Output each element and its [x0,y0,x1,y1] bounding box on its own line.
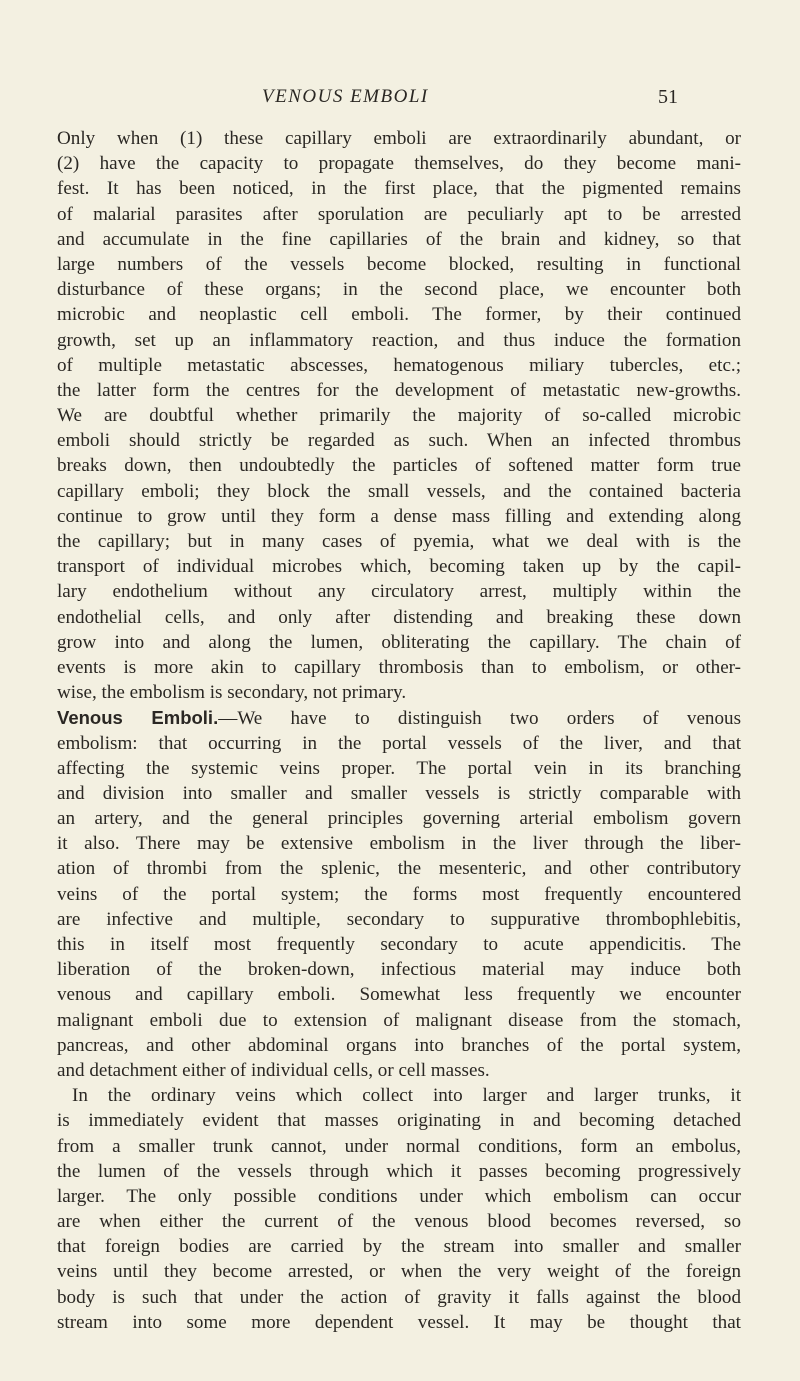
section-lead-in: —We have to distinguish two orders of venous [218,708,741,730]
text-line: it also. There may be extensive embolism in the liver through the liber- [57,833,741,855]
text-line: from a smaller trunk cannot, under normal conditions, form an embolus, [57,1135,741,1157]
text-line: is immediately evident that masses originating in and becoming detached [57,1110,741,1132]
text-line: this in itself most frequently secondary to acute appendicitis. The [57,934,741,955]
text-line: Only when (1) these capillary emboli are extraordinarily abundant, or [57,128,741,149]
text-line: larger. The only possible conditions under which embolism can occur [57,1185,741,1207]
text-line: the capillary; but in many cases of pyemia, what we deal with is the [57,531,741,552]
text-line: wise, the embolism is secondary, not primary. [57,682,407,704]
text-line: continue to grow until they form a dense mass filling and extending along [57,505,741,527]
text-line: affecting the systemic veins proper. The portal vein in its branching [57,757,741,779]
text-line: fest. It has been noticed, in the first place, that the pigmented remains [57,178,741,200]
text-line: are when either the current of the venous blood becomes reversed, so [57,1211,741,1233]
text-line: growth, set up an inflammatory reaction, and thus induce the formation [57,329,741,351]
text-line: events is more akin to capillary thrombosis than to embolism, or other- [57,656,741,678]
text-line: of malarial parasites after sporulation are peculiarly apt to be arrested [57,203,741,225]
text-line: and accumulate in the fine capillaries of the brain and kidney, so that [57,228,741,250]
body-text [57,126,741,1335]
text-line: are infective and multiple, secondary to suppurative thrombophlebitis, [57,908,741,930]
text-line: veins of the portal system; the forms most frequently encountered [57,883,741,905]
page-number: 51 [658,86,678,108]
text-line: malignant emboli due to extension of malignant disease from the stomach, [57,1009,741,1031]
text-line: We are doubtful whether primarily the majority of so-called microbic [57,405,741,427]
section-heading: Venous Emboli. [57,707,219,729]
text-line: ation of thrombi from the splenic, the mesenteric, and other contributory [57,858,741,880]
text-line: the latter form the centres for the development of metastatic new-growths. [57,379,741,401]
running-head [0,86,800,116]
text-line: emboli should strictly be regarded as such. When an infected thrombus [57,430,741,452]
text-line: stream into some more dependent vessel. It may be thought that [57,1311,741,1333]
text-line: liberation of the broken-down, infectious material may induce both [57,959,741,981]
text-line: (2) have the capacity to propagate themselves, do they become mani- [57,153,741,175]
text-line: veins until they become arrested, or when the very weight of the foreign [57,1261,741,1283]
section-first-line [57,705,741,730]
text-line: lary endothelium without any circulatory arrest, multiply within the [57,581,741,603]
text-line: grow into and along the lumen, obliterating the capillary. The chain of [57,631,741,653]
text-line: endothelial cells, and only after distending and breaking these down [57,606,741,628]
text-line: large numbers of the vessels become blocked, resulting in functional [57,253,741,275]
text-line: and division into smaller and smaller vessels is strictly comparable with [57,782,741,804]
text-line: transport of individual microbes which, becoming taken up by the capil- [57,556,741,578]
text-line: microbic and neoplastic cell emboli. The former, by their continued [57,304,741,326]
text-line: of multiple metastatic abscesses, hematogenous miliary tubercles, etc.; [57,354,741,376]
text-line: and detachment either of individual cells, or cell masses. [57,1059,490,1081]
paragraph-first-line: In the ordinary veins which collect into larger and larger trunks, it [72,1085,741,1107]
text-line: that foreign bodies are carried by the stream into smaller and smaller [57,1236,741,1258]
text-line: body is such that under the action of gravity it falls against the blood [57,1286,741,1308]
text-line: pancreas, and other abdominal organs into branches of the portal system, [57,1034,741,1056]
text-line: an artery, and the general principles governing arterial embolism govern [57,808,741,830]
text-line: the lumen of the vessels through which it passes becoming progressively [57,1160,741,1182]
text-line: capillary emboli; they block the small vessels, and the contained bacteria [57,480,741,502]
text-line: breaks down, then undoubtedly the particles of softened matter form true [57,455,741,477]
text-line: venous and capillary emboli. Somewhat less frequently we encounter [57,984,741,1006]
running-title: VENOUS EMBOLI [262,86,429,107]
text-line: embolism: that occurring in the portal vessels of the liver, and that [57,732,741,754]
text-line: disturbance of these organs; in the second place, we encounter both [57,279,741,301]
